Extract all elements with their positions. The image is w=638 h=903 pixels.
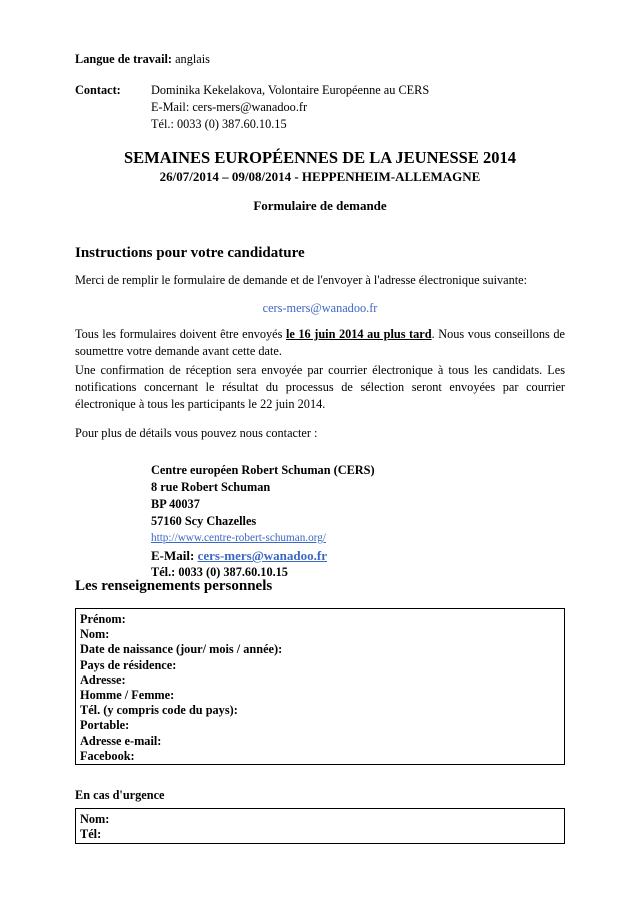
form-field-label: Nom: bbox=[80, 812, 110, 826]
form-field-label: Tél: bbox=[80, 827, 102, 842]
personal-info-box bbox=[75, 608, 565, 765]
form-field-label: Tél. (y compris code du pays): bbox=[80, 703, 238, 718]
instructions-p4: Pour plus de détails vous pouvez nous contacter : bbox=[75, 426, 318, 440]
instructions-p2: Tous les formulaires doivent être envoyés le 16 juin 2014 au plus tard. Nous vous conseillons de soumettre votre demande avant cette date. bbox=[75, 327, 565, 358]
form-title: Formulaire de demande bbox=[253, 198, 387, 213]
instructions-p1: Merci de remplir le formulaire de demande et de l'envoyer à l'adresse électronique suivante: bbox=[75, 273, 528, 287]
form-field-label: Adresse: bbox=[80, 672, 126, 687]
application-email-link[interactable]: cers-mers@wanadoo.fr bbox=[262, 301, 378, 315]
org-tel: Tél.: 0033 (0) 387.60.10.15 bbox=[151, 565, 288, 579]
website-link[interactable]: http://www.centre-robert-schuman.org/ bbox=[151, 532, 326, 544]
language-label: Langue de travail: bbox=[75, 52, 173, 66]
form-field-label: Adresse e-mail: bbox=[80, 733, 162, 748]
org-street: 8 rue Robert Schuman bbox=[151, 480, 271, 494]
contact-tel: Tél.: 0033 (0) 387.60.10.15 bbox=[151, 117, 287, 131]
language-value: anglais bbox=[175, 52, 210, 66]
form-field-label: Nom: bbox=[80, 627, 110, 642]
language-line bbox=[75, 51, 210, 68]
org-email-link[interactable]: cers-mers@wanadoo.fr bbox=[197, 548, 327, 563]
form-field-label: Portable: bbox=[80, 718, 130, 733]
contact-details bbox=[151, 82, 429, 133]
deadline: le 16 juin 2014 au plus tard bbox=[285, 327, 432, 341]
instructions-heading: Instructions pour votre candidature bbox=[75, 245, 305, 261]
contact-name: Dominika Kekelakova, Volontaire Européenne au CERS bbox=[151, 83, 430, 97]
org-city: 57160 Scy Chazelles bbox=[151, 514, 257, 528]
instructions-p3: Une confirmation de réception sera envoyée par courrier électronique à tous les candidats. Les notifications concernant le résultat du processus de sélection seront envoyées par courrier électronique à tous les participants le 22 juin 2014. bbox=[75, 363, 565, 411]
emergency-heading: En cas d'urgence bbox=[75, 788, 165, 802]
form-field-label: Homme / Femme: bbox=[80, 687, 175, 702]
main-title: SEMAINES EUROPÉENNES DE LA JEUNESSE 2014 bbox=[124, 148, 516, 167]
form-field-label: Prénom: bbox=[80, 612, 126, 626]
org-name: Centre européen Robert Schuman (CERS) bbox=[151, 463, 375, 477]
personal-info-heading: Les renseignements personnels bbox=[75, 578, 273, 594]
form-field-label: Date de naissance (jour/ mois / année): bbox=[80, 642, 283, 657]
contact-email: E-Mail: cers-mers@wanadoo.fr bbox=[151, 100, 308, 114]
org-bp: BP 40037 bbox=[151, 497, 200, 511]
form-field-label: Facebook: bbox=[80, 748, 135, 763]
contact-address bbox=[151, 462, 375, 581]
contact-label: Contact: bbox=[75, 83, 121, 97]
emergency-box bbox=[75, 808, 565, 844]
form-field-label: Pays de résidence: bbox=[80, 657, 177, 672]
org-email-label: E-Mail: bbox=[151, 548, 195, 563]
event-dates-location: 26/07/2014 – 09/08/2014 - HEPPENHEIM-ALLEMAGNE bbox=[159, 169, 481, 184]
